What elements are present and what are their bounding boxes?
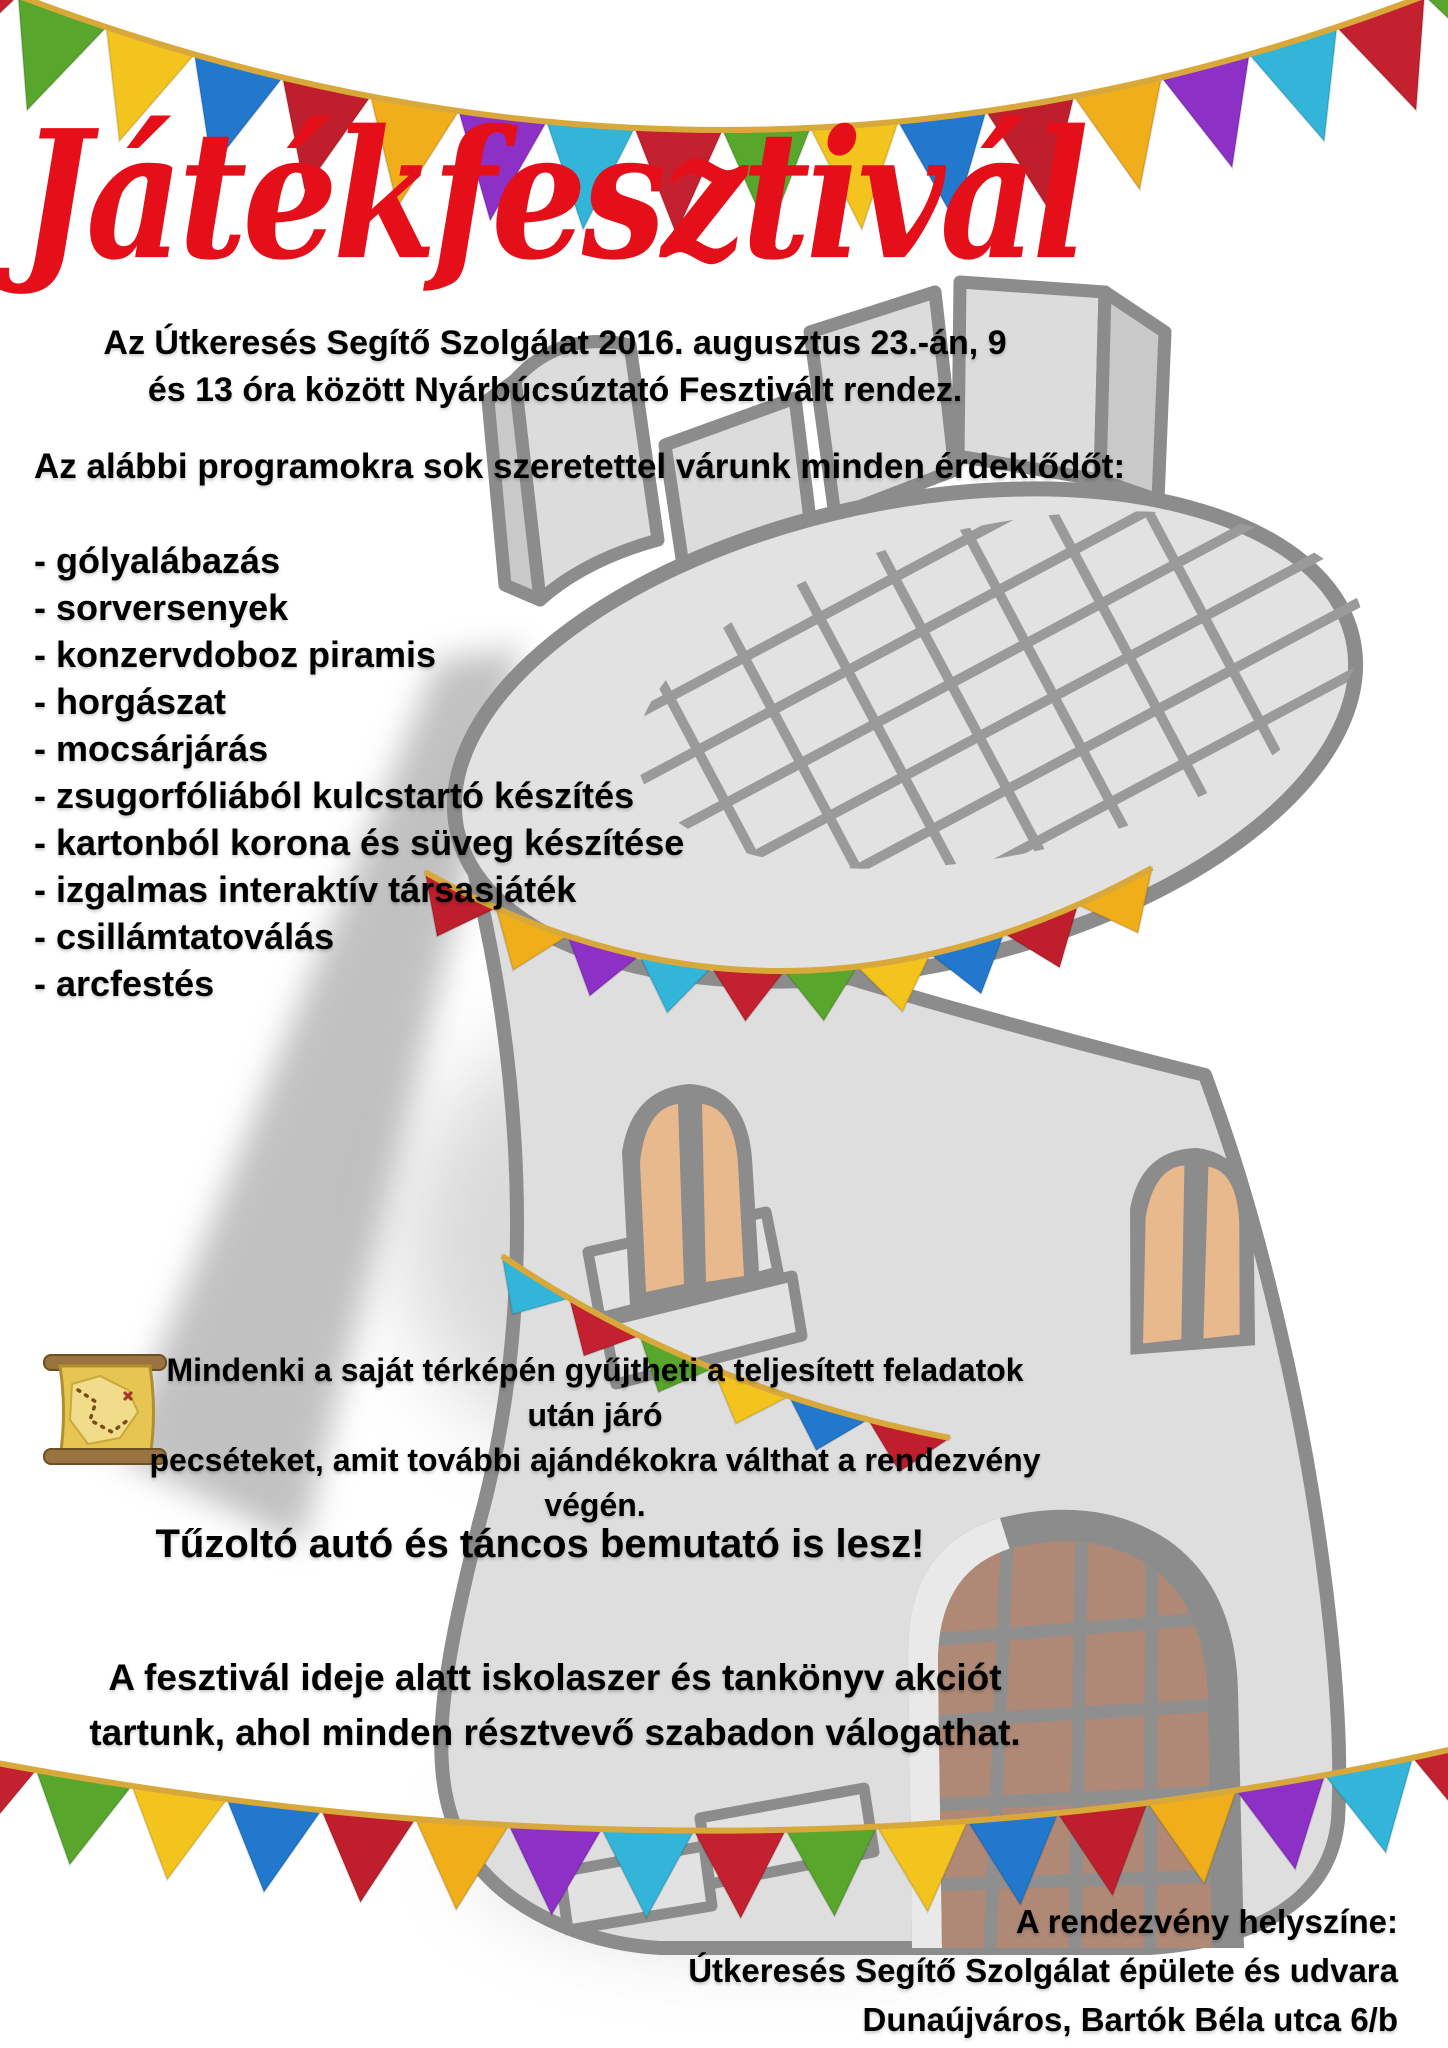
map-note [140,1348,1050,1528]
venue-block [688,1897,1398,2044]
venue-line1: Útkeresés Segítő Szolgálat épülete és udvara [688,1952,1398,1989]
map-note-line2: pecséteket, amit további ajándékokra válthat a rendezvény végén. [149,1442,1041,1523]
programs-heading: Az alábbi programokra sok szeretettel várunk minden érdeklődőt: [34,447,1126,486]
bunting-flag [227,1799,322,1892]
bunting-flag [1424,0,1448,75]
promo-line1: A fesztivál ideje alatt iskolaszer és tankönyv akciót [108,1657,1002,1698]
intro-line1: Az Útkeresés Segítő Szolgálat 2016. augusztus 23.-án, 9 [103,324,1007,362]
intro-text [30,320,1080,414]
program-item: - horgászat [34,681,227,722]
program-item: - csillámtatoválás [34,916,335,957]
highlight-text: Tűzoltó autó és táncos bemutató is lesz! [155,1522,925,1566]
map-note-line1: Mindenki a saját térképén gyűjtheti a teljesített feladatok után járó [166,1352,1024,1433]
venue-heading: A rendezvény helyszíne: [1015,1903,1398,1940]
bunting-flag [322,1810,416,1902]
program-item: - arcfestés [34,963,215,1004]
promo-text [0,1650,1110,1760]
promo-line2: tartunk, ahol minden résztvevő szabadon válogathat. [89,1712,1021,1753]
program-item: - gólyalábazás [34,540,281,581]
program-item: - izgalmas interaktív társasjáték [34,869,577,910]
poster-title: Játékfesztivál [20,91,1085,300]
program-item: - mocsárjárás [34,728,269,769]
program-item: - sorversenyek [34,587,289,628]
bunting-flag [1337,0,1425,110]
intro-line2: és 13 óra között Nyárbúcsúztató Fesztivált rendez. [147,371,963,409]
program-list [34,537,684,1007]
program-item: - konzervdoboz piramis [34,634,437,675]
program-item: - kartonból korona és süveg készítése [34,822,685,863]
program-item: - zsugorfóliából kulcstartó készítés [34,775,635,816]
tower-window-left [622,1084,760,1306]
venue-line2: Dunaújváros, Bartók Béla utca 6/b [862,2001,1398,2038]
bunting-flag [0,0,18,75]
